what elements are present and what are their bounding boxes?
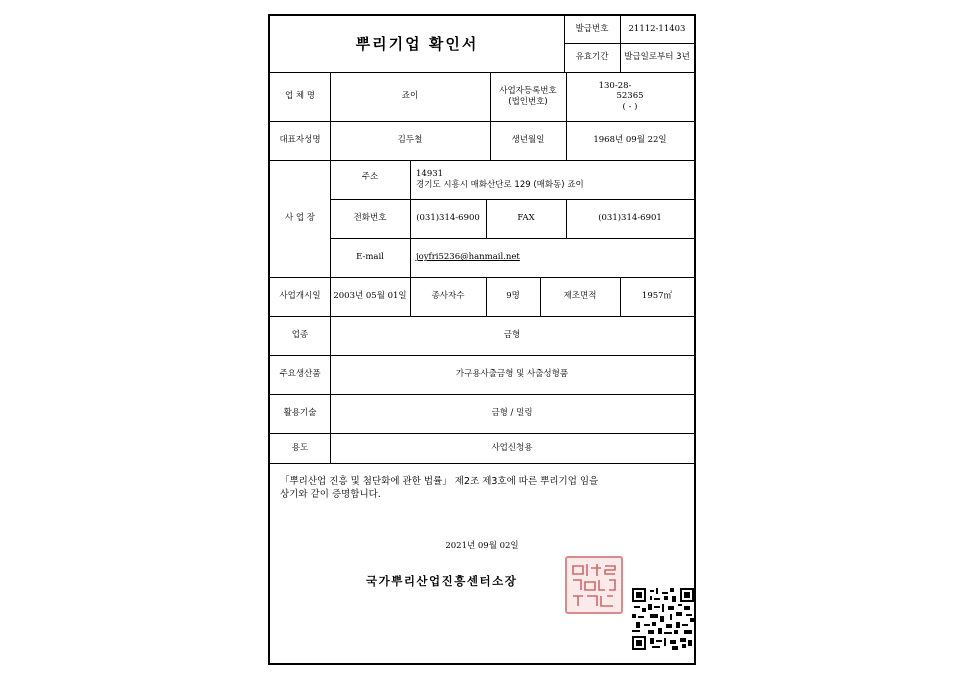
- address-line: 경기도 시흥시 매화산단로 129 (매화동) 죠이: [416, 179, 584, 190]
- postcode: 14931: [416, 168, 444, 179]
- birth-date: 1968년 09월 22일: [593, 135, 667, 146]
- company-name-label: 업 체 명: [284, 91, 316, 102]
- employees-label: 종사자수: [431, 291, 465, 302]
- document-title: 뿌리기업 확인서: [355, 34, 479, 53]
- representative-label: 대표자성명: [279, 135, 321, 146]
- factory-area: 1957㎡: [641, 291, 673, 302]
- business-registration-number: [566, 72, 694, 121]
- technology: 금형 / 밀링: [491, 408, 533, 419]
- start-date: 2003년 05월 01일: [333, 291, 407, 302]
- site-label: 사 업 장: [284, 213, 316, 224]
- statement-line-1: 「뿌리산업 진흥 및 첨단화에 관한 법률」 제2조 제3호에 따른 뿌리기업 임을: [280, 476, 599, 487]
- registration-number-part1: 130-28-: [598, 80, 632, 91]
- birth-date-label: 생년월일: [511, 135, 545, 146]
- issuer-name: 국가뿌리산업진흥센터소장: [366, 574, 518, 588]
- technology-label: 활용기술: [283, 408, 317, 419]
- purpose-label: 용도: [291, 442, 309, 453]
- validity-label: 유효기간: [575, 52, 609, 63]
- validity-value: 발급일로부터 3년: [624, 52, 690, 63]
- purpose: 사업신청용: [491, 442, 533, 453]
- issue-date: 2021년 09월 02일: [445, 541, 519, 551]
- address: [410, 160, 694, 199]
- registration-label-line2: (법인번호): [508, 96, 548, 107]
- company-name: 죠이: [401, 91, 419, 102]
- corporate-number: ( - ): [622, 101, 638, 112]
- fax-number: (031)314-6901: [598, 213, 662, 224]
- email-address: joyfri5236@hanmail.net: [416, 252, 520, 263]
- registration-number-part2: 52365: [616, 91, 644, 102]
- issue-number-label: 발급번호: [575, 24, 609, 35]
- certificate-document: [268, 14, 696, 665]
- official-seal-icon: [565, 556, 623, 614]
- qr-code-icon: [632, 588, 694, 650]
- email-label: E-mail: [356, 252, 384, 263]
- registration-label-line1: 사업자등록번호: [499, 85, 557, 96]
- fax-label: FAX: [517, 213, 535, 224]
- address-label: 주소: [361, 172, 379, 182]
- representative-name: 김두철: [397, 135, 423, 146]
- start-date-label: 사업개시일: [279, 291, 321, 302]
- industry: 금형: [503, 330, 521, 341]
- main-products-label: 주요생산품: [279, 369, 321, 380]
- industry-label: 업종: [291, 330, 309, 341]
- certification-statement: [280, 476, 680, 502]
- phone-label: 전화번호: [353, 213, 387, 224]
- issue-number: 21112-11403: [628, 24, 686, 35]
- business-registration-label: [490, 72, 566, 121]
- employee-count: 9명: [506, 291, 520, 302]
- factory-area-label: 제조면적: [563, 291, 597, 302]
- main-products: 가구용사출금형 및 사출성형품: [455, 369, 569, 380]
- phone-number: (031)314-6900: [416, 213, 480, 224]
- statement-line-2: 상기와 같이 증명합니다.: [280, 488, 381, 500]
